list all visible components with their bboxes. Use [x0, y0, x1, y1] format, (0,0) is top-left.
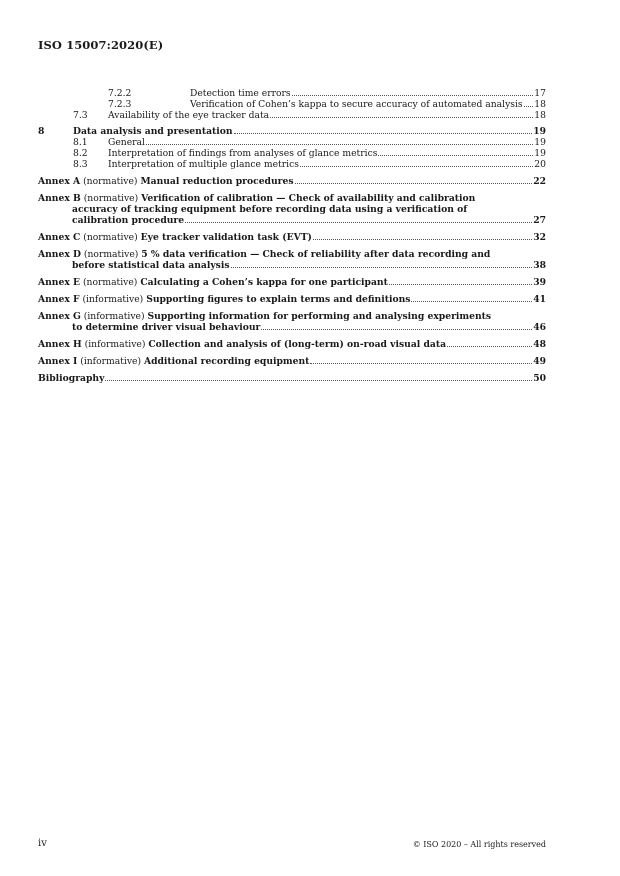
annex-title: Supporting information for performing and analysing experiments [147, 311, 492, 322]
toc-entry-8-3[interactable] [38, 159, 546, 170]
annex-label: Annex G [38, 311, 81, 322]
annex-label: Annex C [38, 232, 81, 243]
annex-page: 22 [533, 176, 546, 187]
dot-leader [231, 267, 533, 268]
annex-title: Supporting figures to explain terms and definitions [146, 294, 411, 305]
toc-entry-number: 8.3 [73, 159, 88, 170]
toc-entry-number: 7.2.3 [108, 99, 132, 110]
annex-title: Verification of calibration — Check of availability and calibration [141, 193, 476, 204]
annex-type: (informative) [83, 311, 145, 322]
annex-label: Annex E [38, 277, 81, 288]
copyright-notice: © ISO 2020 – All rights reserved [412, 840, 546, 849]
dot-leader [295, 183, 533, 184]
annex-title: Collection and analysis of (long-term) on-road visual data [148, 339, 447, 350]
toc-entry-title: Interpretation of multiple glance metrics [108, 159, 299, 170]
annex-page: 48 [533, 339, 546, 350]
toc-entry-7-2-3[interactable] [38, 99, 546, 110]
annex-type: (normative) [83, 232, 138, 243]
dot-leader [300, 166, 533, 167]
toc-entry-8-1[interactable] [38, 137, 546, 148]
toc-annex-g[interactable] [38, 311, 546, 333]
toc-entry-7-2-2[interactable] [38, 88, 546, 99]
toc-entry-page: 19 [534, 148, 546, 159]
toc-annex-f[interactable] [38, 294, 546, 305]
annex-label: Annex F [38, 294, 80, 305]
annex-page: 49 [533, 356, 546, 367]
annex-type: (informative) [82, 294, 144, 305]
annex-type: (informative) [80, 356, 142, 367]
annex-label: Annex H [38, 339, 82, 350]
page-number: iv [38, 838, 47, 849]
toc-entry-title: Interpretation of findings from analyses of glance metrics [108, 148, 378, 159]
annex-type: (normative) [83, 176, 138, 187]
annex-title-continued: to determine driver visual behaviour [72, 322, 261, 333]
toc-entry-page: 19 [534, 137, 546, 148]
annex-type: (normative) [82, 277, 138, 288]
toc-entry-number: 8.2 [73, 148, 88, 159]
dot-leader [292, 95, 534, 96]
annex-page: 27 [533, 215, 546, 226]
toc-entry-7-3[interactable] [38, 110, 546, 121]
annex-title: Eye tracker validation task (EVT) [140, 232, 312, 243]
toc-entry-number: 7.3 [73, 110, 88, 121]
annex-title: Manual reduction procedures [140, 176, 294, 187]
annex-title-continued: before statistical data analysis [72, 260, 230, 271]
annex-title-continued: calibration procedure [72, 215, 185, 226]
dot-leader [524, 106, 534, 107]
annex-label: Annex I [38, 356, 78, 367]
document-header: ISO 15007:2020(E) [38, 38, 164, 52]
toc-entry-title: Verification of Cohen’s kappa to secure accuracy of automated analysis [190, 99, 523, 110]
dot-leader [313, 239, 532, 240]
bibliography-title: Bibliography [38, 373, 105, 384]
annex-label: Annex A [38, 176, 81, 187]
dot-leader [447, 346, 532, 347]
toc-entry-title: Data analysis and presentation [73, 126, 233, 137]
toc-entry-page: 20 [534, 159, 546, 170]
dot-leader [105, 380, 532, 381]
toc-bibliography[interactable] [38, 373, 546, 384]
annex-page: 41 [533, 294, 546, 305]
annex-label: Annex B [38, 193, 81, 204]
toc-entry-title: Availability of the eye tracker data [108, 110, 270, 121]
annex-page: 39 [533, 277, 546, 288]
toc-entry-page: 18 [534, 99, 546, 110]
toc-annex-a[interactable] [38, 176, 546, 187]
table-of-contents [38, 88, 546, 384]
annex-page: 46 [533, 322, 546, 333]
dot-leader [185, 222, 532, 223]
toc-entry-title: General [108, 137, 145, 148]
annex-title: Additional recording equipment [143, 356, 310, 367]
annex-page: 38 [533, 260, 546, 271]
dot-leader [411, 301, 532, 302]
annex-title: Calculating a Cohen’s kappa for one participant [140, 277, 388, 288]
dot-leader [310, 363, 532, 364]
dot-leader [234, 133, 533, 134]
toc-entry-page: 19 [533, 126, 546, 137]
toc-entry-page: 18 [534, 110, 546, 121]
toc-annex-d[interactable] [38, 249, 546, 271]
annex-label: Annex D [38, 249, 81, 260]
bibliography-page: 50 [533, 373, 546, 384]
toc-entry-page: 17 [534, 88, 546, 99]
toc-entry-8-2[interactable] [38, 148, 546, 159]
annex-title-continued: accuracy of tracking equipment before recording data using a verification of [72, 204, 468, 215]
annex-type: (normative) [83, 193, 139, 204]
annex-type: (informative) [84, 339, 146, 350]
toc-entry-8[interactable] [38, 126, 546, 137]
dot-leader [146, 144, 533, 145]
dot-leader [389, 284, 532, 285]
dot-leader [378, 155, 533, 156]
toc-entry-number: 7.2.2 [108, 88, 132, 99]
dot-leader [261, 329, 532, 330]
annex-title: 5 % data verification — Check of reliability after data recording and [141, 249, 491, 260]
toc-entry-number: 8.1 [73, 137, 88, 148]
dot-leader [270, 117, 533, 118]
toc-annex-c[interactable] [38, 232, 546, 243]
annex-type: (normative) [83, 249, 139, 260]
annex-page: 32 [533, 232, 546, 243]
toc-annex-b[interactable] [38, 193, 546, 226]
toc-annex-e[interactable] [38, 277, 546, 288]
toc-annex-h[interactable] [38, 339, 546, 350]
toc-entry-title: Detection time errors [190, 88, 291, 99]
toc-annex-i[interactable] [38, 356, 546, 367]
toc-entry-number: 8 [38, 126, 45, 137]
